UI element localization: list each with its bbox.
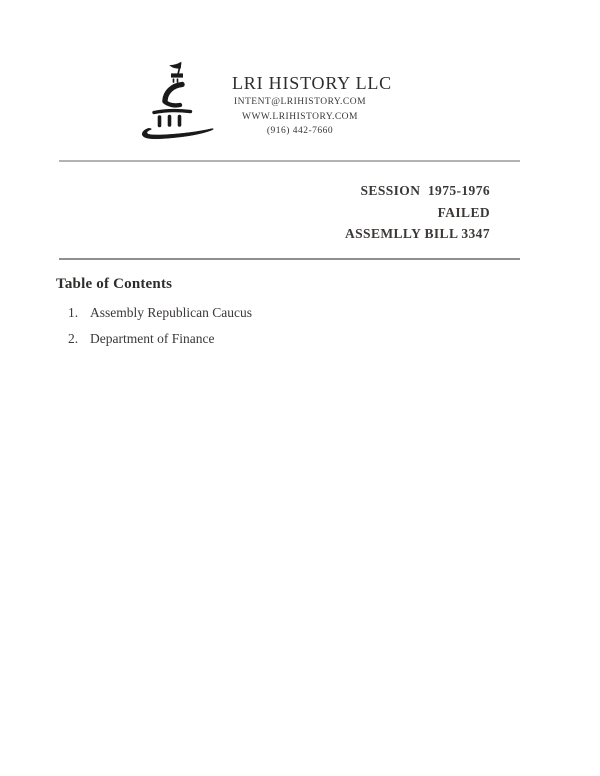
toc-item	[68, 305, 252, 321]
contact-phone: (916) 442-7660	[266, 126, 334, 136]
session-bill: ASSEMLLY BILL 3347	[344, 226, 490, 241]
toc-item	[68, 331, 252, 347]
toc-item-number: 2.	[68, 331, 79, 346]
session-years: SESSION 1975-1976	[360, 183, 490, 198]
divider-bottom	[59, 258, 520, 260]
toc-item-label: Assembly Republican Caucus	[90, 305, 252, 320]
toc-list	[68, 305, 252, 357]
toc-item-label: Department of Finance	[90, 331, 215, 346]
header-contact	[225, 95, 375, 139]
contact-website: WWW.LRIHISTORY.COM	[242, 111, 358, 122]
session-status: FAILED	[437, 204, 490, 220]
contact-email: INTENT@LRIHISTORY.COM	[233, 97, 367, 107]
capitol-dome-sketch-icon	[138, 60, 222, 144]
toc-heading: Table of Contents	[56, 276, 173, 292]
divider-top	[59, 160, 520, 162]
toc-item-number: 1.	[68, 305, 79, 320]
session-block	[345, 180, 490, 245]
company-name: LRI HISTORY LLC	[231, 73, 392, 93]
